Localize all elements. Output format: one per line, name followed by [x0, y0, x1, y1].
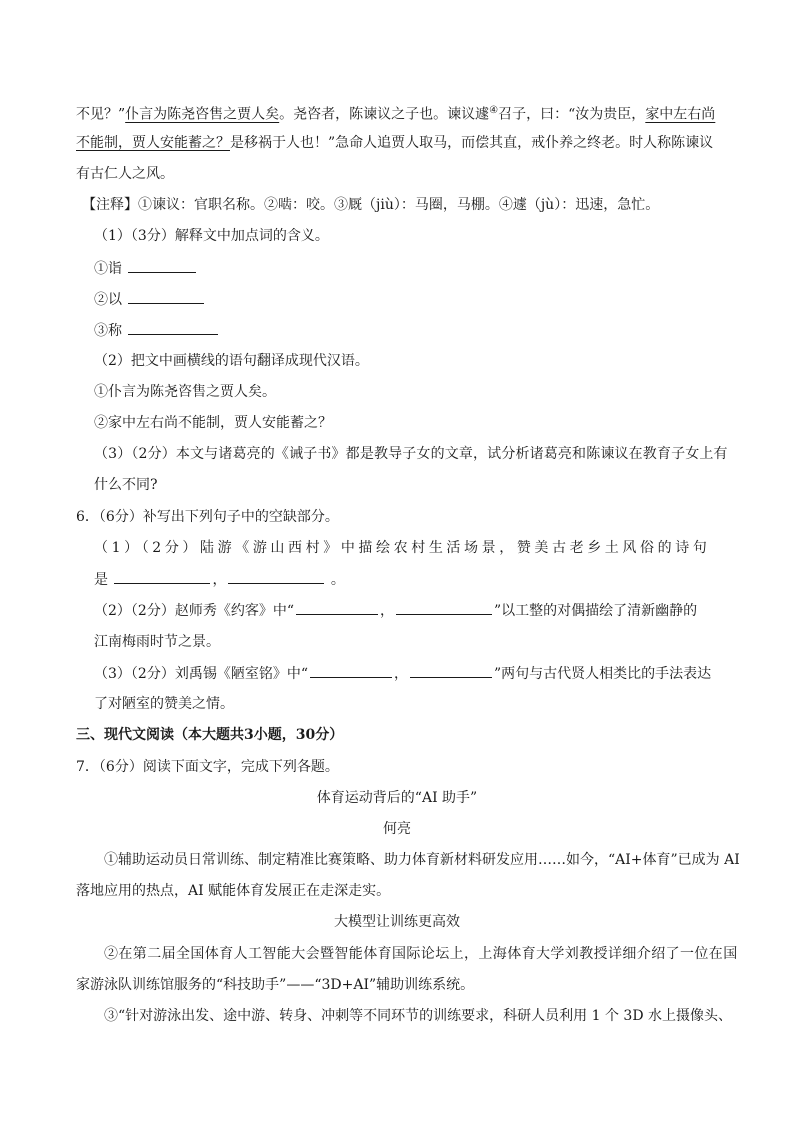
q6-s2-line2: 江南梅雨时节之景。: [94, 634, 220, 650]
q5-word-3: ③称: [94, 320, 220, 341]
answer-blank[interactable]: [410, 663, 492, 678]
article-title: 体育运动背后的“AI 助手”: [316, 790, 478, 806]
annotation-notes: 【注释】①谏议：官职名称。②啮：咬。③厩（jiù）：马圈，马棚。④遽（jù）：迅速，急忙。: [82, 197, 660, 213]
answer-blank[interactable]: [396, 600, 492, 615]
article-para1-line2: 落地应用的热点，AI 赋能体育发展正在走深走实。: [76, 883, 391, 899]
q5-sub3-line2: 什么不同?: [94, 477, 158, 493]
answer-blank[interactable]: [296, 600, 378, 615]
article-subtitle: 大模型让训练更高效: [334, 914, 460, 930]
answer-blank[interactable]: [128, 320, 218, 335]
q6-head: 6．（6分）补写出下列句子中的空缺部分。: [76, 509, 339, 525]
q6-s3-line1: （3）（2分）刘禹锡《陋室铭》中“ ， ”两句与古代贤人相类比的手法表达: [94, 663, 711, 684]
footnote-marker: ④: [489, 105, 499, 116]
underlined-sentence-1: 仆言为陈尧咨售之贾人矣: [125, 106, 280, 123]
q6-s2-line1: （2）（2分）赵师秀《约客》中“ ， ”以工整的对偶描绘了清新幽静的: [94, 600, 697, 621]
q5-word-1: ①诣: [94, 258, 198, 279]
q5-word-2: ②以: [94, 289, 206, 310]
q6-s1-line1: （1）（2分）陆游《游山西村》中描绘农村生活场景，赞美古老乡土风俗的诗句: [94, 540, 711, 556]
underlined-sentence-2b: 不能制，贾人安能蓄之？: [76, 135, 230, 151]
article-para2-line1: ②在第二届全国体育人工智能大会暨智能体育国际论坛上，上海体育大学刘教授详细介绍了一位在国: [104, 946, 738, 962]
q5-translate-1: ①仆言为陈尧咨售之贾人矣。: [94, 384, 276, 400]
answer-blank[interactable]: [128, 289, 204, 304]
answer-blank[interactable]: [114, 569, 210, 584]
q5-sub1: （1）（3分）解释文中加点词的含义。: [94, 228, 329, 244]
passage-line-1: 不见？”仆言为陈尧咨售之贾人矣。尧咨者，陈谏议之子也。谏议遽④召子，曰：“汝为贵臣，家中左右尚: [76, 105, 716, 123]
q5-sub2: （2）把文中画横线的语句翻译成现代汉语。: [94, 353, 369, 369]
answer-blank[interactable]: [128, 258, 196, 273]
q6-s3-line2: 了对陋室的赞美之情。: [94, 696, 234, 712]
q6-s1-line2: 是 ， 。: [94, 569, 345, 590]
passage-line-2: 不能制，贾人安能蓄之？是移祸于人也！”急命人追贾人取马，而偿其直，戒仆养之终老。时人称陈谏议: [76, 135, 714, 151]
article-para3-line1: ③“针对游泳出发、途中游、转身、冲刺等不同环节的训练要求，科研人员利用 1 个 3D 水上摄像头、: [104, 1008, 732, 1024]
article-author: 何亮: [383, 821, 411, 837]
q5-sub3-line1: （3）（2分）本文与诸葛亮的《诫子书》都是教导子女的文章，试分析诸葛亮和陈谏议在教育子女上有: [94, 446, 728, 462]
article-para1-line1: ①辅助运动员日常训练、制定精准比赛策略、助力体育新材料研发应用……如今，“AI+体育”已成为 AI: [104, 852, 740, 868]
underlined-sentence-2a: 家中左右尚: [645, 106, 716, 123]
section-heading: 三、现代文阅读（本大题共3小题，30分）: [76, 727, 344, 743]
answer-blank[interactable]: [310, 663, 392, 678]
passage-line-3: 有古仁人之风。: [76, 166, 174, 182]
answer-blank[interactable]: [228, 569, 324, 584]
q5-translate-2: ②家中左右尚不能制，贾人安能蓄之？: [94, 415, 332, 431]
article-para2-line2: 家游泳队训练馆服务的“科技助手”——“3D+AI”辅助训练系统。: [76, 977, 475, 993]
q7-head: 7．（6分）阅读下面文字，完成下列各题。: [76, 759, 339, 775]
